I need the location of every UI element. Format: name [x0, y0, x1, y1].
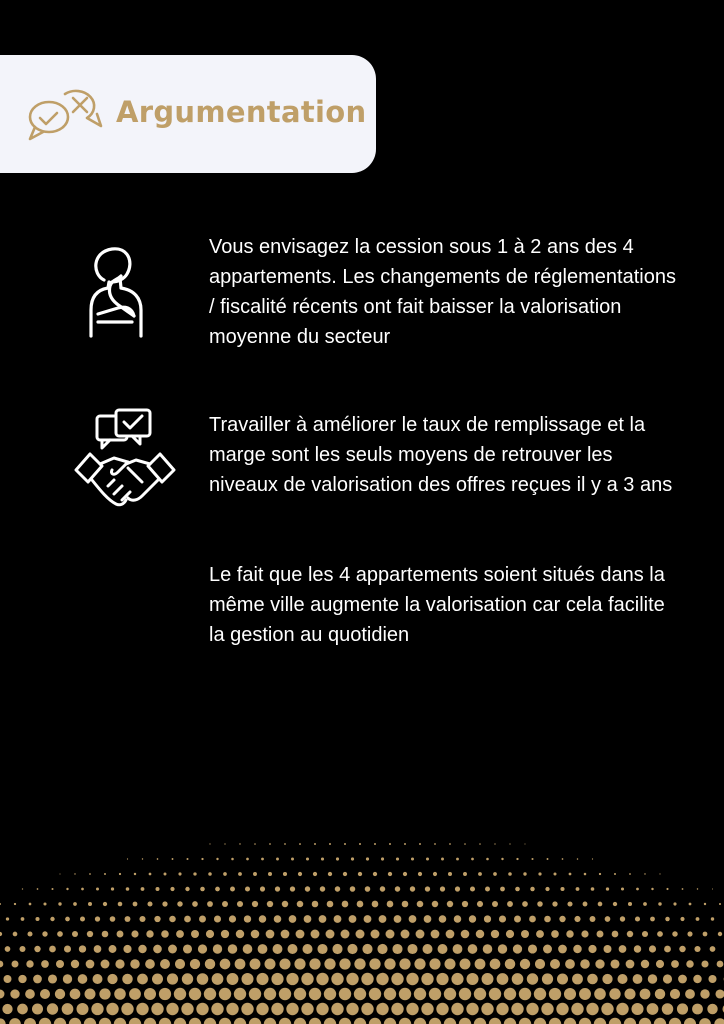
speech-bubbles-check-cross-icon: [27, 88, 105, 144]
thinking-person-icon: [84, 244, 150, 338]
page-title: Argumentation: [116, 95, 367, 129]
halftone-dots-decoration: [0, 780, 724, 1024]
argument-paragraph-3: Le fait que les 4 appartements soient situés dans la même ville augmente la valorisation car cela facilite la gestion au quotidien: [209, 564, 665, 646]
handshake-agreement-icon: [72, 408, 178, 514]
argument-paragraph-1: Vous envisagez la cession sous 1 à 2 ans des 4 appartements. Les changements de réglementations / fiscalité récents ont fait baisser la valorisation moyenne du secteur: [209, 236, 676, 348]
argument-paragraph-2: Travailler à améliorer le taux de remplissage et la marge sont les seuls moyens de retrouver les niveaux de valorisation des offres reçues il y a 3 ans: [209, 414, 673, 496]
